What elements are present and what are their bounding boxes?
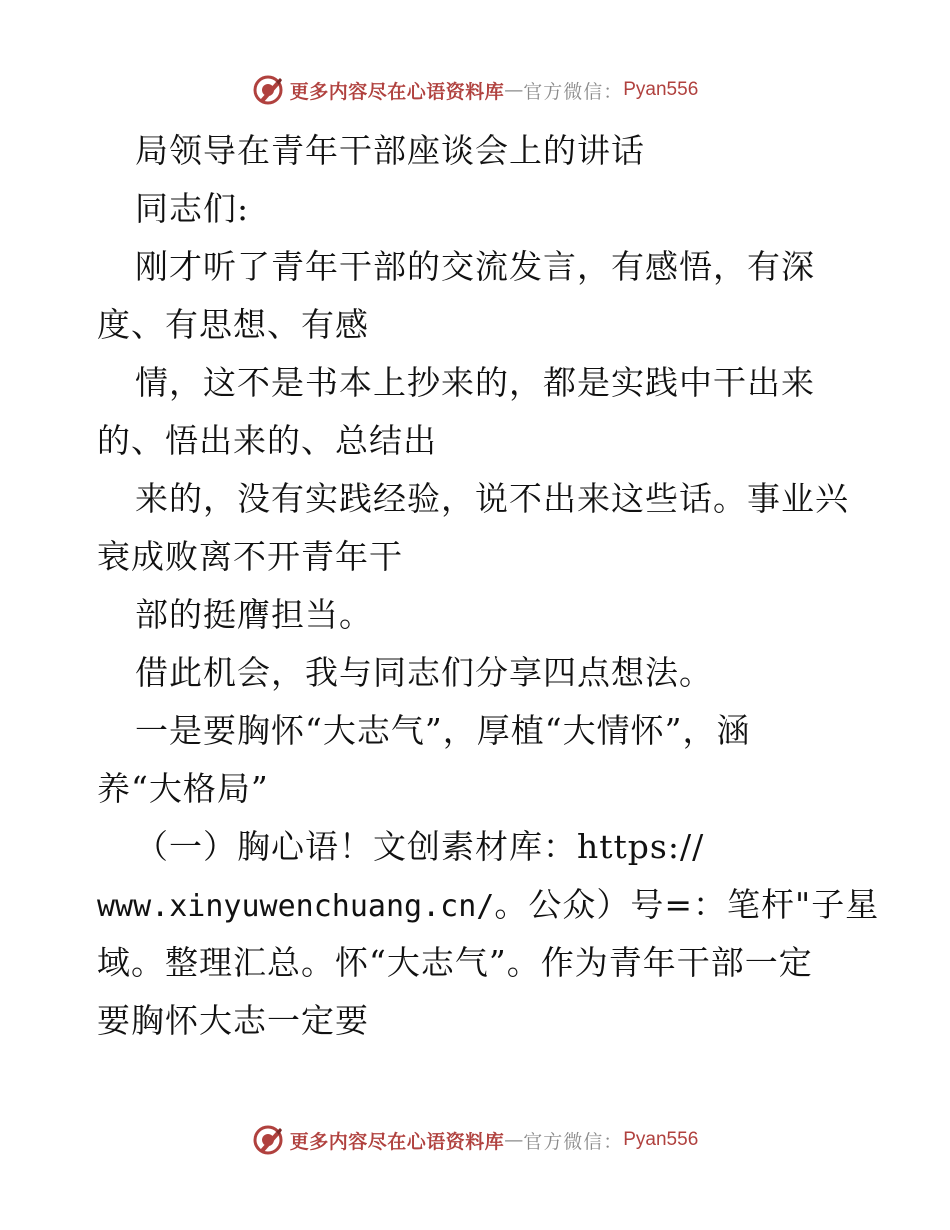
footer-banner bbox=[0, 1120, 950, 1160]
header-separator: — bbox=[504, 79, 524, 101]
paragraph-text: 。公众）号=：笔杆"子星 bbox=[494, 885, 880, 924]
document-title: 局领导在青年干部座谈会上的讲话 bbox=[135, 131, 645, 170]
paragraph-line bbox=[97, 876, 880, 934]
paragraph-line: 度、有思想、有感 bbox=[97, 305, 369, 344]
paragraph-line: 养“大格局” bbox=[97, 769, 269, 808]
url-text: www.xinyuwenchuang.cn/ bbox=[97, 889, 495, 924]
header-wechat-id: Pyan556 bbox=[623, 79, 699, 100]
footer-wechat-label: 官方微信： bbox=[523, 1130, 624, 1153]
pen-logo-icon bbox=[252, 1124, 284, 1156]
paragraph-line: 部的挺膺担当。 bbox=[135, 595, 373, 634]
paragraph-line: 借此机会，我与同志们分享四点想法。 bbox=[135, 653, 713, 692]
salutation: 同志们: bbox=[135, 189, 250, 228]
paragraph-line: 一是要胸怀“大志气”，厚植“大情怀”，涵 bbox=[135, 711, 751, 750]
paragraph-line: 刚才听了青年干部的交流发言，有感悟，有深 bbox=[135, 247, 815, 286]
paragraph-line: 衰成败离不开青年干 bbox=[97, 537, 403, 576]
footer-slogan: 更多内容尽在心语资料库 bbox=[289, 1130, 505, 1153]
footer-separator: — bbox=[504, 1129, 524, 1151]
pen-logo-icon bbox=[252, 74, 284, 106]
paragraph-line: （一）胸心语！文创素材库：https:// bbox=[135, 827, 705, 866]
header-wechat-label: 官方微信： bbox=[523, 80, 624, 103]
paragraph-line: 要胸怀大志一定要 bbox=[97, 1001, 369, 1040]
document-body bbox=[97, 122, 880, 1050]
footer-wechat-id: Pyan556 bbox=[623, 1129, 699, 1150]
paragraph-line: 的、悟出来的、总结出 bbox=[97, 421, 437, 460]
header-banner bbox=[0, 70, 950, 110]
paragraph-line: 来的，没有实践经验，说不出来这些话。事业兴 bbox=[135, 479, 849, 518]
paragraph-line: 情，这不是书本上抄来的，都是实践中干出来 bbox=[135, 363, 815, 402]
paragraph-line: 域。整理汇总。怀“大志气”。作为青年干部一定 bbox=[97, 943, 813, 982]
header-slogan: 更多内容尽在心语资料库 bbox=[289, 80, 505, 103]
